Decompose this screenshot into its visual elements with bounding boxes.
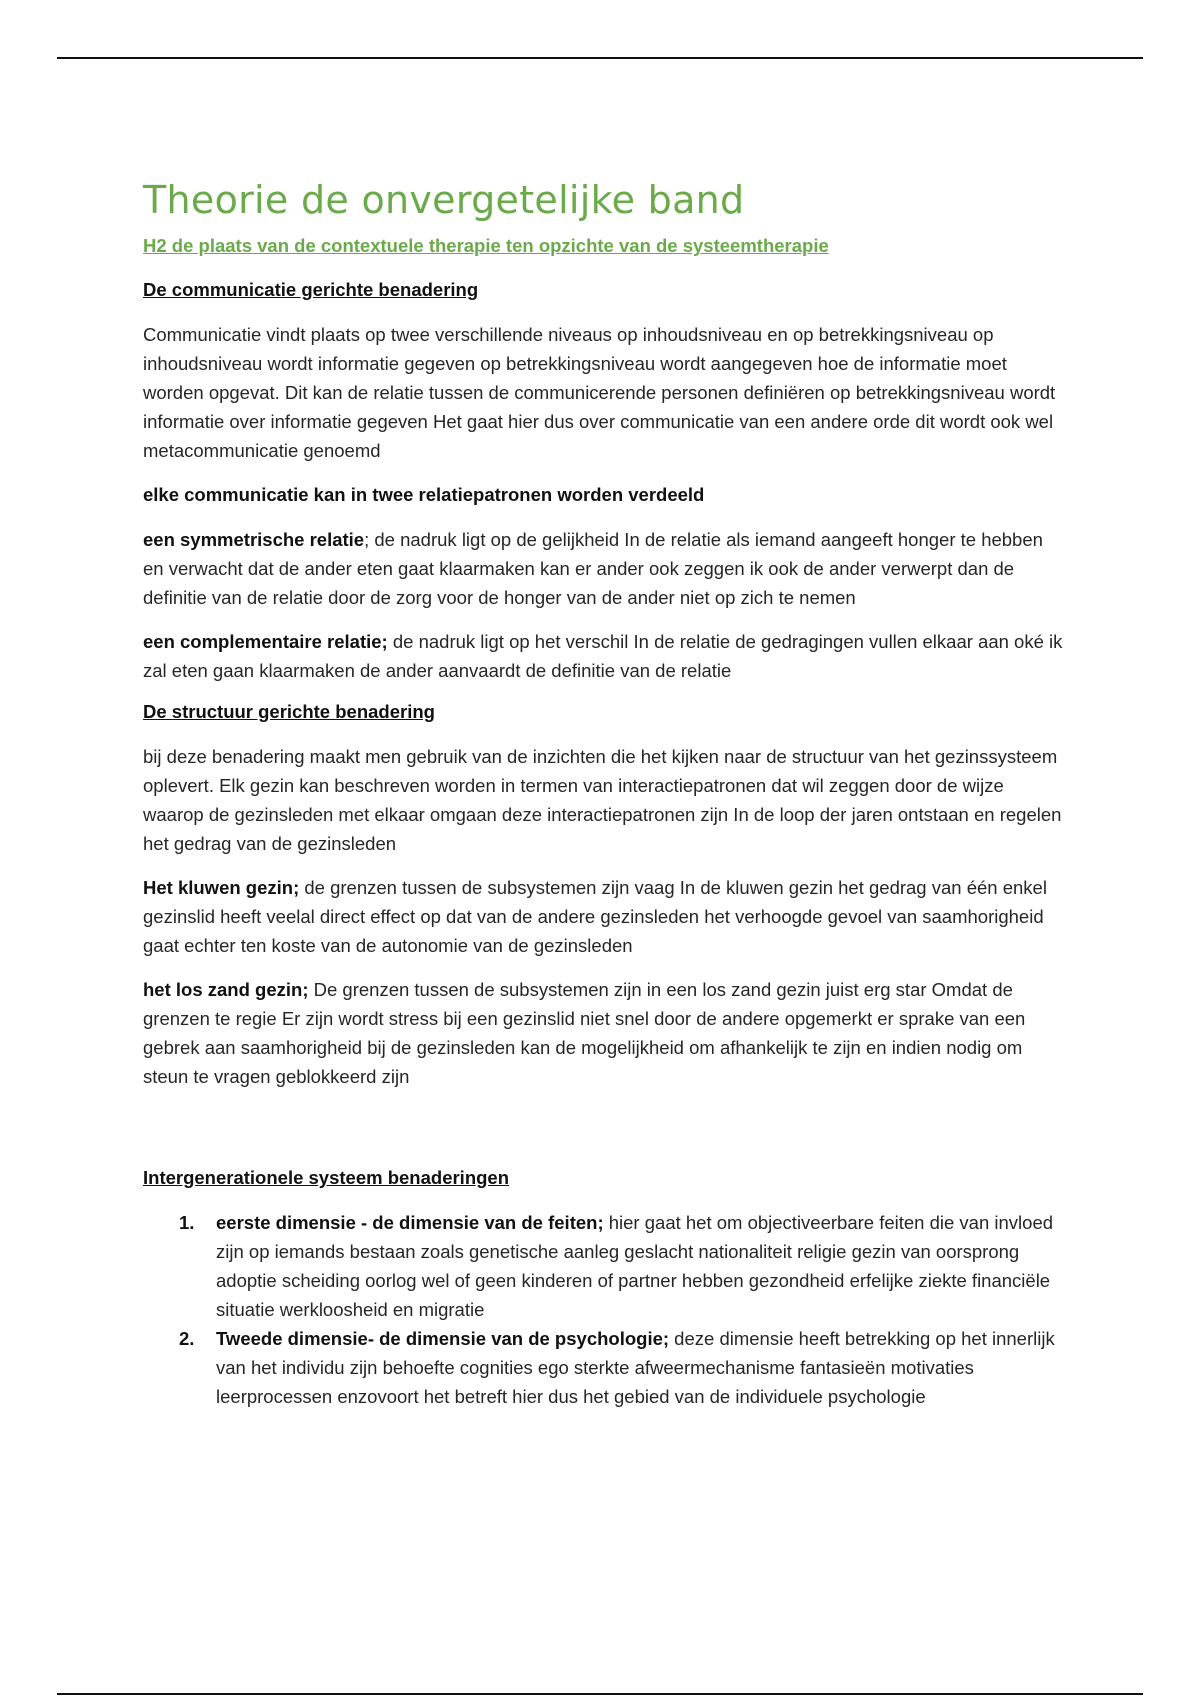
definition-paragraph [143,975,1068,1091]
document-body [143,176,1068,1411]
footer-rule [57,1693,1143,1695]
list-number: 1. [179,1212,195,1233]
term-description: de grenzen tussen de subsystemen zijn vaag In de kluwen gezin het gedrag van één enkel gezinslid heeft veelal direct effect op dat van de andere gezinsleden het verhoogde gevoel van saamhorigheid gaat echter ten koste van de autonomie van de gezinsleden [143,877,1047,956]
term-label: Het kluwen gezin; [143,877,300,898]
paragraph: bij deze benadering maakt men gebruik van de inzichten die het kijken naar de structuur van het gezinssysteem oplevert. Elk gezin kan beschreven worden in termen van interactiepatronen dat wil zeggen door de wijze waarop de gezinsleden met elkaar omgaan deze interactiepatronen zijn In de loop der jaren ontstaan en regelen het gedrag van de gezinsleden [143,746,1062,854]
chapter-subtitle: H2 de plaats van de contextuele therapie ten opzichte van de systeemtherapie [143,235,829,256]
term-label: een complementaire relatie; [143,631,388,652]
term-label: eerste dimensie - de dimensie van de feiten; [216,1212,604,1233]
document-title: Theorie de onvergetelijke band [143,178,745,222]
term-description: hier gaat het om objectiveerbare feiten die van invloed zijn op iemands bestaan zoals genetische aanleg geslacht nationaliteit religie gezin van oorsprong adoptie scheiding oorlog wel of geen kinderen of partner hebben gezondheid erfelijke ziekte financiële situatie werkloosheid en migratie [216,1212,1054,1320]
section-heading-communication: De communicatie gerichte benadering [143,279,479,300]
term-description: deze dimensie heeft betrekking op het innerlijk van het individu zijn behoefte cognities ego sterkte afweermechanisme fantasieën motivaties leerprocessen enzovoort het betreft hier dus het gebied van de individuele psychologie [216,1328,1055,1407]
term-description: ; de nadruk ligt op de gelijkheid In de relatie als iemand aangeeft honger te hebben en verwacht dat de ander eten gaat klaarmaken kan er ander ook zeggen ik ook de ander verwerpt dan de definitie van de relatie door de zorg voor de honger van de ander niet op zich te nemen [143,529,1043,608]
numbered-list [143,1208,1068,1411]
term-description: De grenzen tussen de subsystemen zijn in een los zand gezin juist erg star Omdat de grenzen te regie Er zijn wordt stress bij een gezinslid niet snel door de andere opgemerkt er sprake van een gebrek aan saamhorigheid bij de gezinsleden kan de mogelijkheid om afhankelijk te zijn en indien nodig om steun te vragen geblokkeerd zijn [143,979,1026,1087]
definition-paragraph [143,525,1068,612]
term-label: het los zand gezin; [143,979,309,1000]
term-label: Tweede dimensie- de dimensie van de psychologie; [216,1328,670,1349]
term-label: een symmetrische relatie [143,529,365,550]
list-item [143,1208,1068,1324]
term-description: de nadruk ligt op het verschil In de relatie de gedragingen vullen elkaar aan oké ik zal eten gaan klaarmaken de ander aanvaardt de definitie van de relatie [143,631,1063,681]
paragraph: Communicatie vindt plaats op twee verschillende niveaus op inhoudsniveau en op betrekkingsniveau op inhoudsniveau wordt informatie gegeven op betrekkingsniveau wordt aangegeven hoe de informatie moet worden opgevat. Dit kan de relatie tussen de communicerende personen definiëren op betrekkingsniveau wordt informatie over informatie gegeven Het gaat hier dus over communicatie van een andere orde dit wordt ook wel metacommunicatie genoemd [143,324,1056,461]
section-heading-structure: De structuur gerichte benadering [143,701,435,722]
bold-paragraph: elke communicatie kan in twee relatiepatronen worden verdeeld [143,484,705,505]
list-number: 2. [179,1328,195,1349]
definition-paragraph [143,873,1068,960]
section-heading-intergenerational: Intergenerationele systeem benaderingen [143,1167,510,1188]
spacer [143,1106,1068,1166]
header-rule [57,57,1143,59]
definition-paragraph [143,627,1068,685]
list-item [143,1324,1068,1411]
